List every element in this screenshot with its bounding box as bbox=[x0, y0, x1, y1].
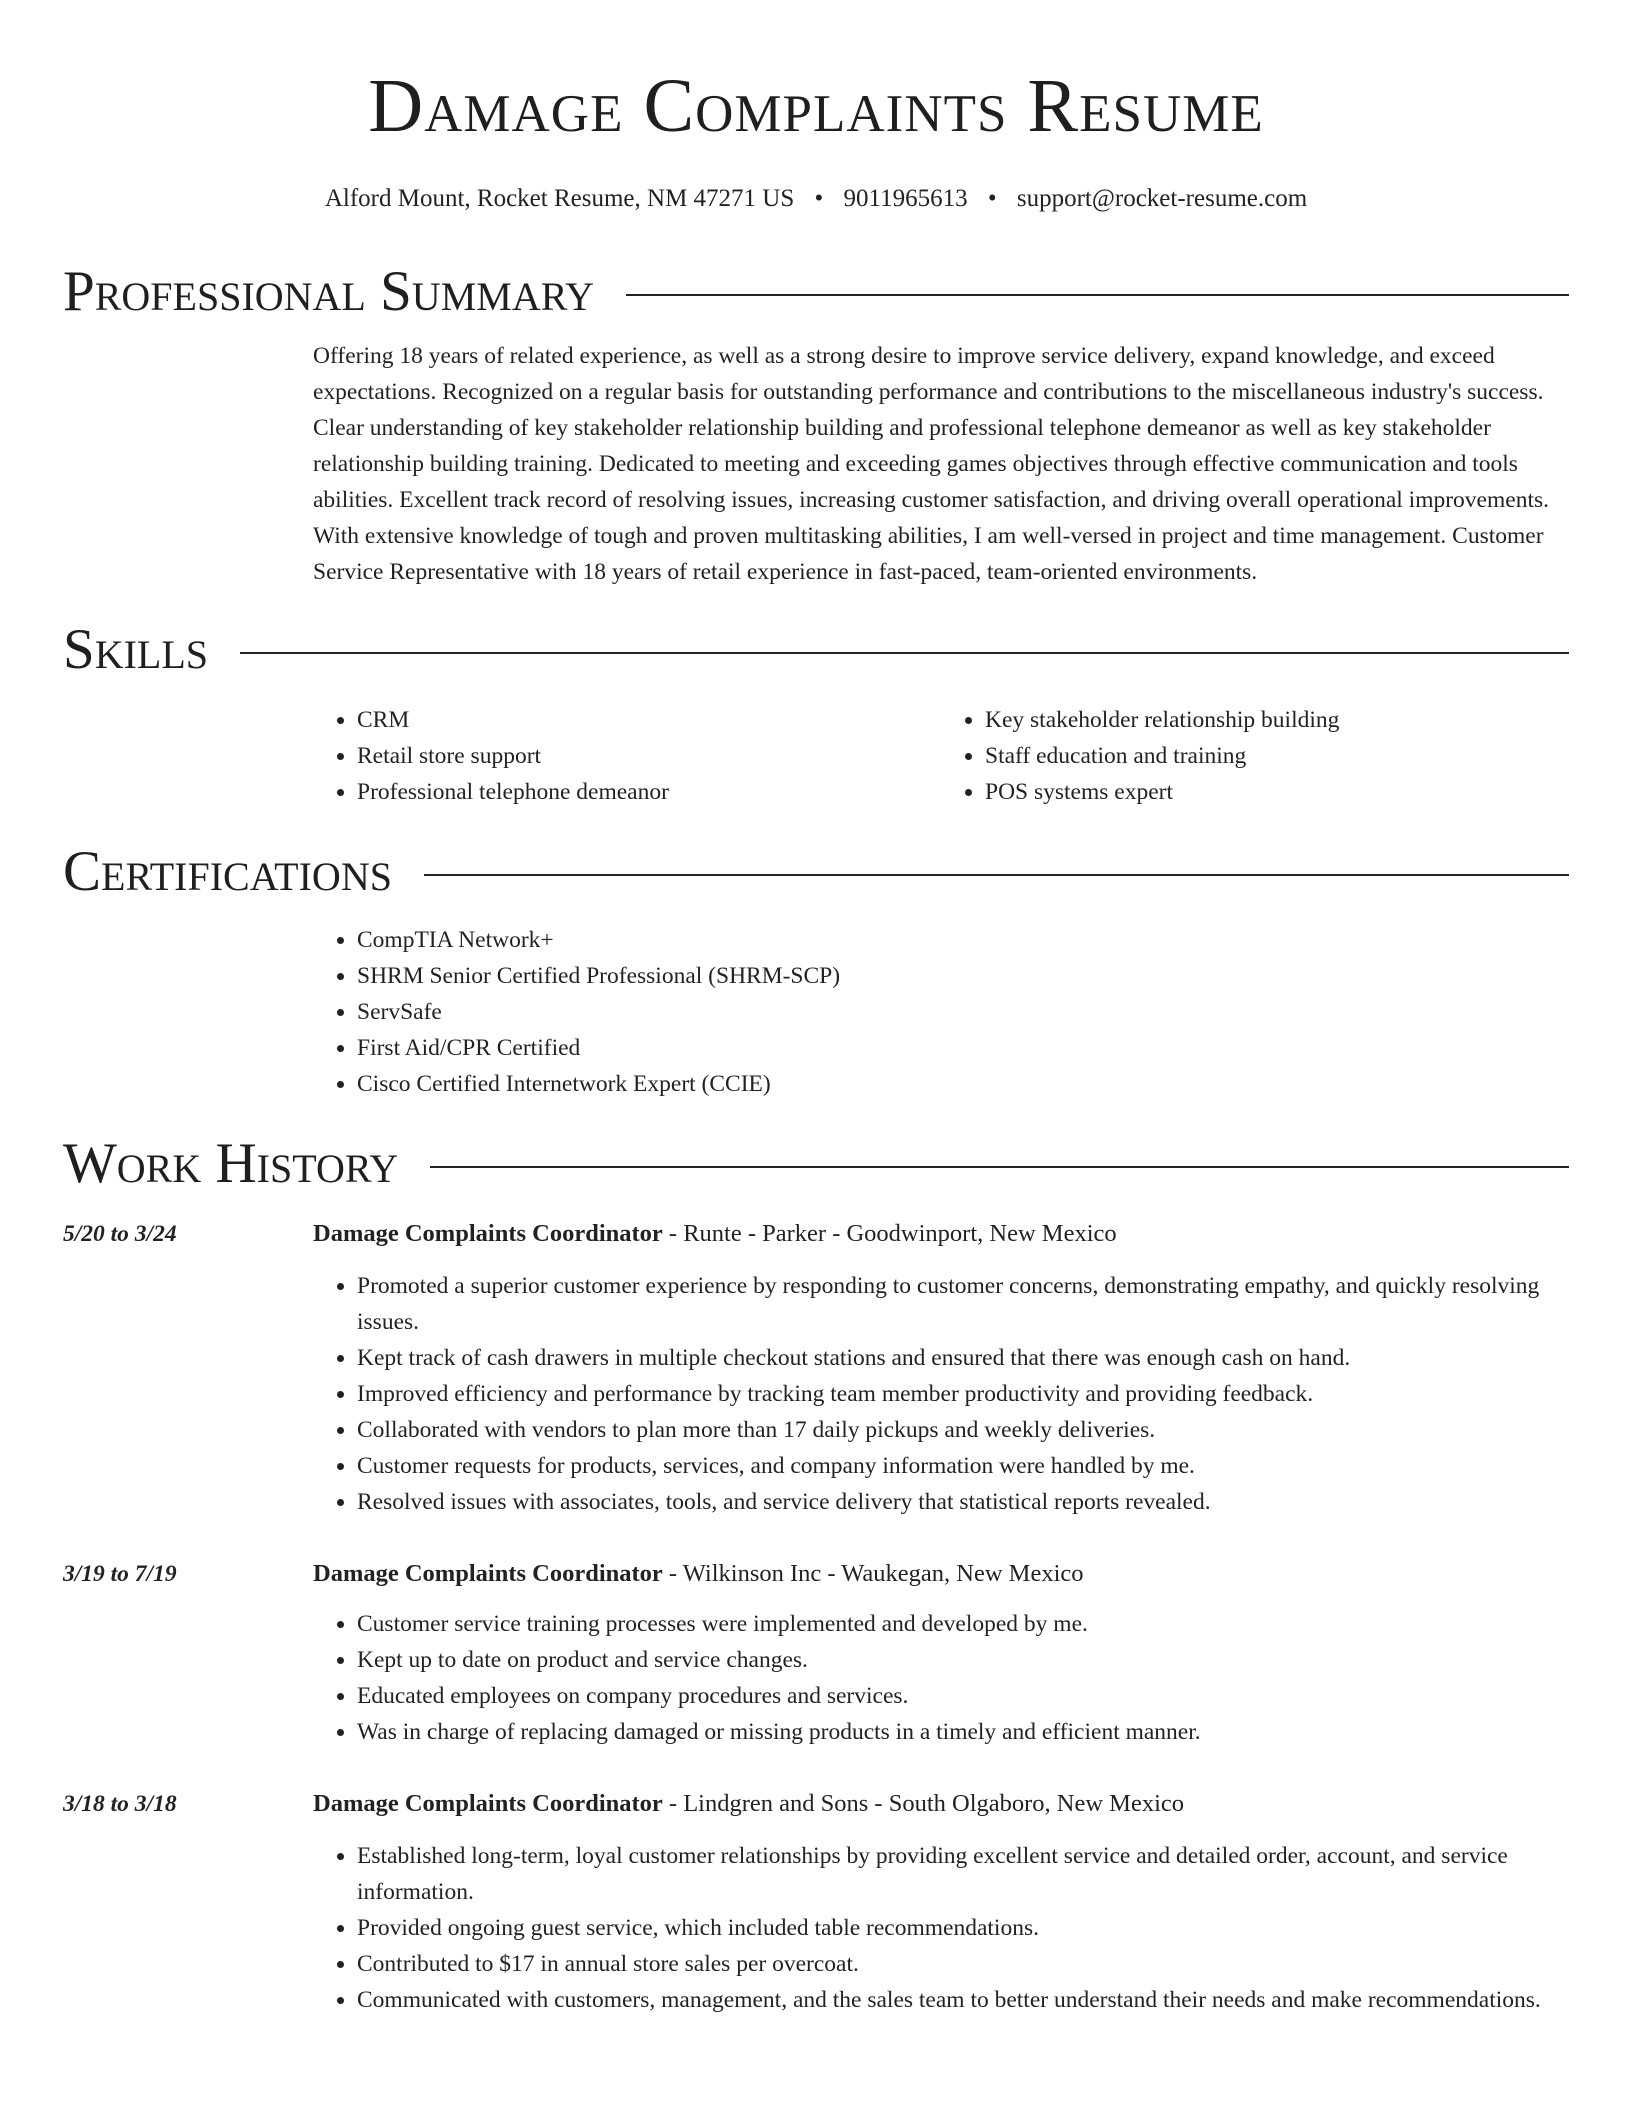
skill-item: • Key stakeholder relationship building bbox=[985, 702, 1569, 738]
certification-item: • ServSafe bbox=[357, 994, 1569, 1030]
work-heading: Work History bbox=[63, 1132, 399, 1195]
job-bullet: • Improved efficiency and performance by tracking team member productivity and providing feedback. bbox=[357, 1376, 1569, 1412]
job-bullet: • Contributed to $17 in annual store sales per overcoat. bbox=[357, 1946, 1569, 1982]
job-company: - Wilkinson Inc - Waukegan, New Mexico bbox=[662, 1560, 1084, 1587]
contact-separator: • bbox=[987, 185, 997, 212]
job-role: Damage Complaints Coordinator bbox=[313, 1220, 663, 1247]
job-title-line bbox=[313, 1786, 1569, 1822]
certifications-heading: Certifications bbox=[63, 840, 392, 903]
section-divider bbox=[626, 294, 1569, 296]
skills-column-left bbox=[313, 702, 941, 810]
job-bullet: • Resolved issues with associates, tools, and service delivery that statistical reports revealed. bbox=[357, 1484, 1569, 1520]
job-bullets bbox=[313, 1268, 1569, 1520]
resume-title: Damage Complaints Resume bbox=[368, 64, 1264, 148]
skills-column-right bbox=[941, 702, 1569, 810]
job-bullet: • Established long-term, loyal customer relationships by providing excellent service and detailed order, account, and service information. bbox=[357, 1838, 1569, 1910]
contact-line bbox=[63, 182, 1569, 216]
contact-address: Alford Mount, Rocket Resume, NM 47271 US bbox=[324, 185, 795, 212]
summary-heading: Professional Summary bbox=[63, 260, 595, 323]
certifications-list bbox=[313, 922, 1569, 1102]
section-divider bbox=[430, 1166, 1569, 1168]
contact-separator: • bbox=[814, 185, 824, 212]
job-role: Damage Complaints Coordinator bbox=[313, 1560, 663, 1587]
job-bullet: • Was in charge of replacing damaged or missing products in a timely and efficient manner. bbox=[357, 1714, 1569, 1750]
skill-item: • Staff education and training bbox=[985, 738, 1569, 774]
certification-item: • Cisco Certified Internetwork Expert (CCIE) bbox=[357, 1066, 1569, 1102]
skill-item: • Professional telephone demeanor bbox=[357, 774, 941, 810]
section-divider bbox=[424, 874, 1569, 876]
section-divider bbox=[240, 652, 1569, 654]
job-dates: 3/19 to 7/19 bbox=[63, 1561, 177, 1587]
certification-item: • CompTIA Network+ bbox=[357, 922, 1569, 958]
job-entry bbox=[63, 1786, 1569, 2018]
job-bullet: • Educated employees on company procedures and services. bbox=[357, 1678, 1569, 1714]
job-entry bbox=[63, 1216, 1569, 1520]
contact-email: support@rocket-resume.com bbox=[1016, 185, 1308, 212]
job-bullet: • Communicated with customers, management, and the sales team to better understand their needs and make recommendations. bbox=[357, 1982, 1569, 2018]
certifications-section-header bbox=[63, 840, 1569, 904]
skills-section-header bbox=[63, 618, 1569, 682]
skill-item: • CRM bbox=[357, 702, 941, 738]
job-bullets bbox=[313, 1838, 1569, 2018]
work-section-header bbox=[63, 1132, 1569, 1196]
job-role: Damage Complaints Coordinator bbox=[313, 1790, 663, 1817]
job-bullet: • Provided ongoing guest service, which included table recommendations. bbox=[357, 1910, 1569, 1946]
job-company: - Runte - Parker - Goodwinport, New Mexico bbox=[662, 1220, 1117, 1247]
job-entry bbox=[63, 1556, 1569, 1750]
skill-item: • Retail store support bbox=[357, 738, 941, 774]
certification-item: • SHRM Senior Certified Professional (SHRM-SCP) bbox=[357, 958, 1569, 994]
job-bullet: • Kept up to date on product and service changes. bbox=[357, 1642, 1569, 1678]
skill-item: • POS systems expert bbox=[985, 774, 1569, 810]
skills-heading: Skills bbox=[63, 618, 209, 681]
certification-item: • First Aid/CPR Certified bbox=[357, 1030, 1569, 1066]
job-bullet: • Promoted a superior customer experience by responding to customer concerns, demonstrating empathy, and quickly resolving issues. bbox=[357, 1268, 1569, 1340]
summary-section-header bbox=[63, 260, 1569, 324]
skills-list bbox=[313, 702, 1569, 810]
summary-text: Offering 18 years of related experience, as well as a strong desire to improve service delivery, expand knowledge, and exceed expectations. Recognized on a regular basis for outstanding performance and contributions to the miscellaneous industry's success. Clear understanding of key stakeholder relationship building and professional telephone demeanor as well as key stakeholder relationship building training. Dedicated to meeting and exceeding games objectives through effective communication and tools abilities. Excellent track record of resolving issues, increasing customer satisfaction, and driving overall operational improvements. With extensive knowledge of tough and proven multitasking abilities, I am well-versed in project and time management. Customer Service Representative with 18 years of retail experience in fast-paced, team-oriented environments. bbox=[313, 343, 1549, 585]
job-dates: 3/18 to 3/18 bbox=[63, 1791, 177, 1817]
job-company: - Lindgren and Sons - South Olgaboro, New Mexico bbox=[662, 1790, 1185, 1817]
job-bullet: • Customer service training processes were implemented and developed by me. bbox=[357, 1606, 1569, 1642]
contact-phone: 9011965613 bbox=[843, 185, 968, 212]
job-bullets bbox=[313, 1606, 1569, 1750]
job-bullet: • Collaborated with vendors to plan more than 17 daily pickups and weekly deliveries. bbox=[357, 1412, 1569, 1448]
job-title-line bbox=[313, 1216, 1569, 1252]
job-title-line bbox=[313, 1556, 1569, 1592]
job-bullet: • Customer requests for products, services, and company information were handled by me. bbox=[357, 1448, 1569, 1484]
job-dates: 5/20 to 3/24 bbox=[63, 1221, 177, 1247]
job-bullet: • Kept track of cash drawers in multiple checkout stations and ensured that there was enough cash on hand. bbox=[357, 1340, 1569, 1376]
